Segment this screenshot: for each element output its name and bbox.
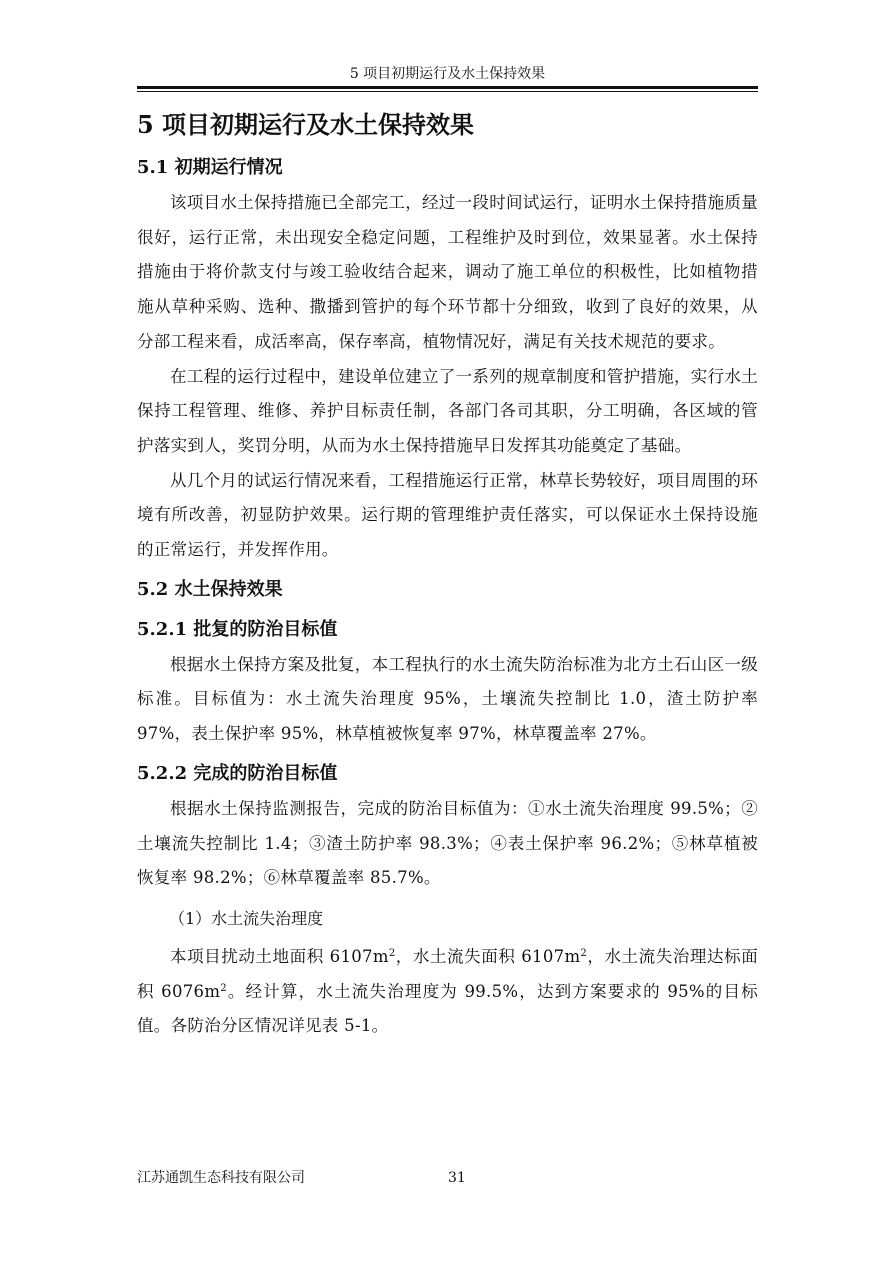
- running-header: 5 项目初期运行及水土保持效果: [349, 66, 546, 82]
- superscript-c: 2: [220, 982, 227, 994]
- page-number: 31: [448, 1170, 466, 1186]
- paragraph-5-2-1: 根据水土保持方案及批复，本工程执行的水土流失防治标准为北方土石山区一级标准。目标值为：水土流失治理度 95%，土壤流失控制比 1.0，渣土防护率 97%，表土保护率 95%，林草植被恢复率 97%，林草覆盖率 27%。: [137, 654, 758, 744]
- paragraph-5-1-a: 该项目水土保持措施已全部完工，经过一段时间试运行，证明水土保持措施质量很好，运行正常，未出现安全稳定问题，工程维护及时到位，效果显著。水土保持措施由于将价款支付与竣工验收结合起来，调动了施工单位的积极性，比如植物措施从草种采购、选种、撒播到管护的每个环节都十分细致，收到了良好的效果，从分部工程来看，成活率高，保存率高，植物情况好，满足有关技术规范的要求。: [137, 193, 758, 351]
- paragraph-5-2-2: 根据水土保持监测报告，完成的防治目标值为：①水土流失治理度 99.5%；②土壤流失控制比 1.4；③渣土防护率 98.3%；④表土保护率 96.2%；⑤林草植被恢复率 98.2%；⑥林草覆盖率 85.7%。: [137, 798, 758, 888]
- item-1-text-d: 。经计算，水土流失治理度为 99.5%，达到方案要求的 95%的目标值。各防治分区情况详见表 5-1。: [137, 981, 759, 1036]
- superscript-a: 2: [388, 947, 396, 959]
- paragraph-5-1-c: 从几个月的试运行情况来看，工程措施运行正常，林草长势较好，项目周围的环境有所改善，初显防护效果。运行期的管理维护责任落实，可以保证水土保持设施的正常运行，并发挥作用。: [137, 470, 758, 560]
- subsection-heading-5-2-1: 5.2.1 批复的防治目标值: [137, 618, 338, 640]
- section-heading-5-1: 5.1 初期运行情况: [137, 157, 283, 178]
- item-1-text-a: 本项目扰动土地面积 6107m: [170, 946, 389, 966]
- section-heading-5-2: 5.2 水土保持效果: [137, 578, 283, 600]
- header-rule-thin: [137, 91, 758, 92]
- header-rule-thick: [137, 86, 758, 89]
- paragraph-5-1-b: 在工程的运行过程中，建设单位建立了一系列的规章制度和管护措施，实行水土保持工程管理、维修、养护目标责任制，各部门各司其职，分工明确，各区域的管护落实到人，奖罚分明，从而为水土保持措施早日发挥其功能奠定了基础。: [137, 366, 758, 455]
- paragraph-item-1: [137, 940, 758, 1044]
- item-1-text-b: ，水土流失面积 6107m: [395, 946, 581, 966]
- footer-company: 江苏通凯生态科技有限公司: [137, 1170, 305, 1186]
- chapter-title: 5 项目初期运行及水土保持效果: [137, 110, 475, 139]
- superscript-b: 2: [580, 947, 588, 959]
- item-1-text-c: ，水土流失治理达标面积 6076m: [137, 946, 758, 1001]
- item-heading-1: （1）水土流失治理度: [169, 908, 324, 928]
- page-body: [137, 108, 758, 1044]
- subsection-heading-5-2-2: 5.2.2 完成的防治目标值: [137, 762, 338, 784]
